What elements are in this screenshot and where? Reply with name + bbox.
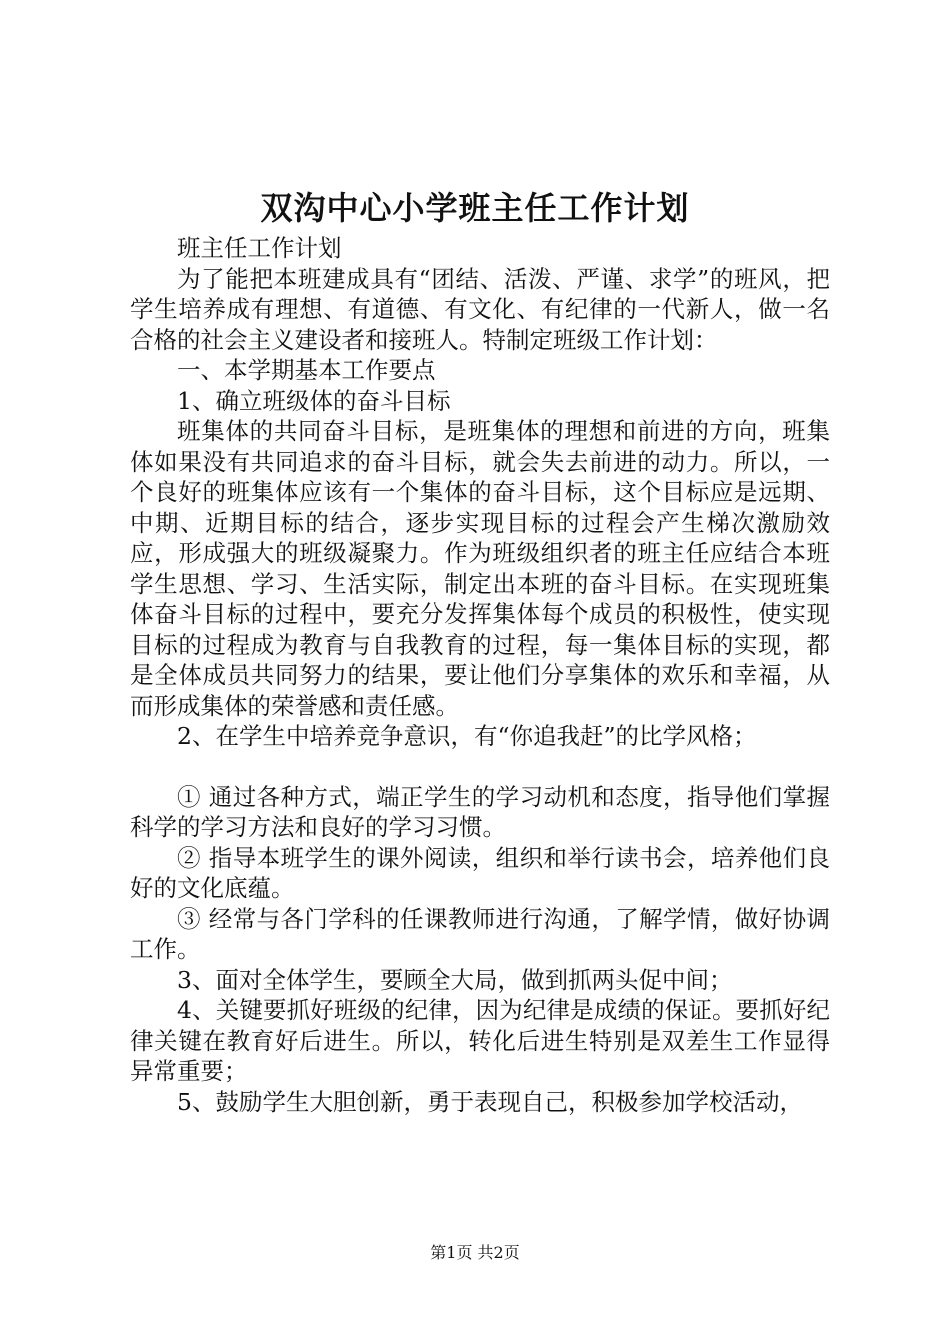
item-heading-2: 2、在学生中培养竞争意识，有“你追我赶”的比学风格；: [177, 722, 757, 750]
sub-item-3: ③ 经常与各门学科的任课教师进行沟通，了解学情，做好协调工作。: [130, 904, 830, 963]
sub-item-2: ② 指导本班学生的课外阅读，组织和举行读书会，培养他们良好的文化底蕴。: [130, 843, 830, 902]
document-body: [130, 233, 830, 1117]
item-heading-1: 1、确立班级体的奋斗目标: [177, 386, 451, 415]
paragraph-subtitle: 班主任工作计划: [177, 234, 342, 262]
item-heading-3: 3、面对全体学生，要顾全大局，做到抓两头促中间；: [177, 965, 733, 994]
page-number-footer: 第1页 共2页: [430, 1243, 520, 1262]
item-heading-4: 4、关键要抓好班级的纪律，因为纪律是成绩的保证。要抓好纪律关键在教育好后进生。所以，转化后进生特别是双差生工作显得异常重要；: [130, 996, 830, 1085]
section-heading-1: 一、本学期基本工作要点: [177, 356, 436, 384]
paragraph-intro: 为了能把本班建成具有“团结、活泼、严谨、求学”的班风，把学生培养成有理想、有道德、有文化、有纪律的一代新人，做一名合格的社会主义建设者和接班人。特制定班级工作计划：: [130, 264, 830, 354]
paragraph-goal: 班集体的共同奋斗目标，是班集体的理想和前进的方向，班集体如果没有共同追求的奋斗目标，就会失去前进的动力。所以，一个良好的班集体应该有一个集体的奋斗目标，这个目标应是远期、中期、近期目标的结合，逐步实现目标的过程会产生梯次激励效应，形成强大的班级凝聚力。作为班级组织者的班主任应结合本班学生思想、学习、生活实际，制定出本班的奋斗目标。在实现班集体奋斗目标的过程中，要充分发挥集体每个成员的积极性，使实现目标的过程成为教育与自我教育的过程，每一集体目标的实现，都是全体成员共同努力的结果，要让他们分享集体的欢乐和幸福，从而形成集体的荣誉感和责任感。: [130, 417, 830, 720]
document-title: 双沟中心小学班主任工作计划: [260, 189, 690, 227]
item-heading-5: 5、鼓励学生大胆创新，勇于表现自己，积极参加学校活动，: [177, 1087, 803, 1116]
sub-item-1: ① 通过各种方式，端正学生的学习动机和态度，指导他们掌握科学的学习方法和良好的学习习惯。: [130, 782, 830, 841]
